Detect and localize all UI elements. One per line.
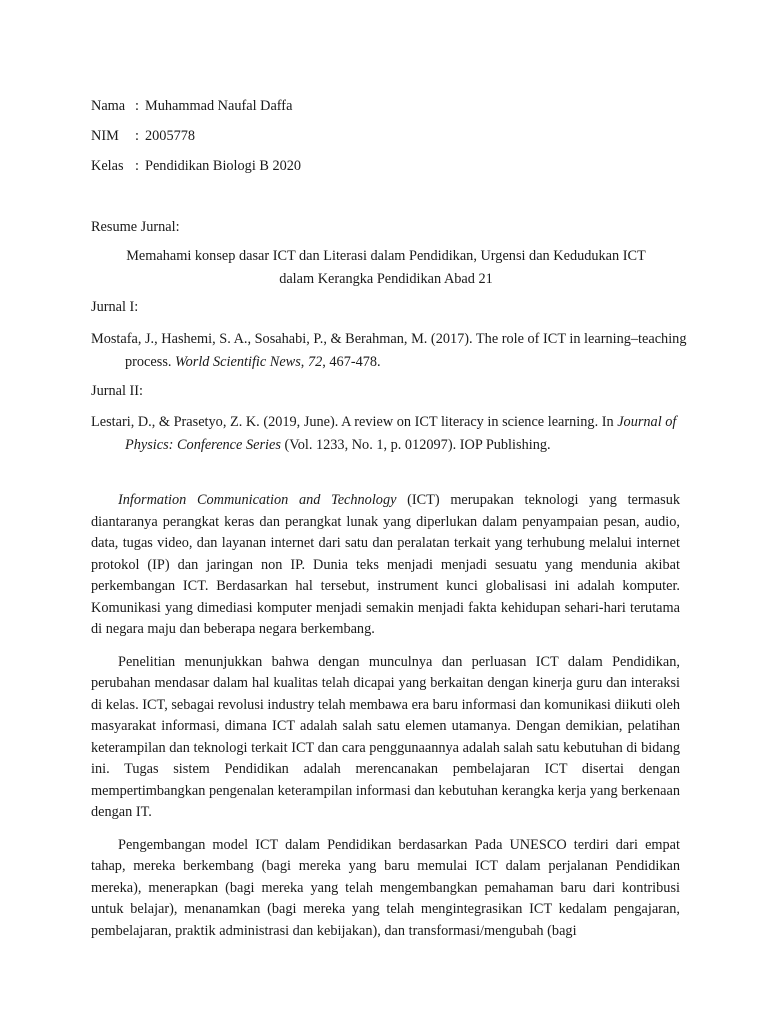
resume-body <box>91 490 680 953</box>
identity-separator: : <box>135 157 139 174</box>
identity-row-kelas <box>91 151 301 181</box>
reference-text: , <box>300 353 308 370</box>
paragraph-3: Pengembangan model ICT dalam Pendidikan berdasarkan Pada UNESCO terdiri dari empat tahap, mereka berkembang (bagi mereka yang baru memulai ICT dalam perjalanan Pendidikan mereka), menerapkan (bagi mereka yang telah mengembangkan pemahaman baru dari kontribusi untuk belajar), menanamkan (bagi mereka yang telah mengintegrasikan ICT kedalam pengajaran, pembelajaran, praktik administrasi dan kebijakan), dan transformasi/mengubah (bagi <box>91 836 680 939</box>
journal-2-reference <box>91 411 715 457</box>
journal-2-heading: Jurnal II: <box>91 383 144 399</box>
reference-text: (Vol. 1233, No. 1, p. 012097). IOP Publishing. <box>280 436 551 453</box>
student-identity <box>91 91 301 181</box>
identity-value: Muhammad Naufal Daffa <box>145 97 293 114</box>
reference-journal-name: Journal of Physics: Conference Series <box>125 414 677 453</box>
reference-text: Mostafa, J., Hashemi, S. A., Sosahabi, P., & Berahman, M. (2017). The role of ICT in learning–teaching process. <box>91 331 687 370</box>
reference-text: Lestari, D., & Prasetyo, Z. K. (2019, June). A review on ICT literacy in science learning. In <box>91 414 618 430</box>
identity-label: NIM <box>91 127 119 144</box>
paragraph-2: Penelitian menunjukkan bahwa dengan munculnya dan perluasan ICT dalam Pendidikan, perubahan mendasar dalam hal kualitas telah dicapai yang berkaitan dengan kinerja guru dan interaksi di kelas. ICT, sebagai revolusi industry telah membawa era baru informasi dan komunikasi diikuti oleh masyarakat informasi, dimana ICT adalah salah satu elemen utamanya. Dengan demikian, pelatihan keterampilan dan teknologi terkait ICT dan cara penggunaannya adalah salah satu kebutuhan di bidang ini. Tugas sistem Pendidikan adalah merencanakan pembelajaran ICT disertai dengan mempertimbangkan pengenalan keterampilan informasi dan kebutuhan kerangka kerja yang berkenaan dengan IT. <box>91 653 680 820</box>
identity-label: Kelas <box>91 157 124 174</box>
identity-separator: : <box>135 97 139 114</box>
journal-1-reference <box>91 328 715 374</box>
identity-value: Pendidikan Biologi B 2020 <box>145 157 302 174</box>
identity-separator: : <box>135 127 139 144</box>
title-line-1: Memahami konsep dasar ICT dan Literasi dalam Pendidikan, Urgensi dan Kedudukan ICT <box>126 248 646 264</box>
resume-title <box>91 245 681 291</box>
title-line-2: dalam Kerangka Pendidikan Abad 21 <box>279 270 493 287</box>
identity-row-nama <box>91 91 301 121</box>
journal-1-heading: Jurnal I: <box>91 299 139 315</box>
identity-value: 2005778 <box>145 127 196 144</box>
paragraph-text: (ICT) merupakan teknologi yang termasuk diantaranya perangkat keras dan perangkat lunak yang diperlukan dalam penyampaian pesan, audio, data, tugas video, dan layanan internet dari satu dan peralatan terkait yang terhubung melalui internet protokol (IP) dan jaringan non IP. Dunia teks menjadi menjadi sesuatu yang mendunia akibat perkembangan ICT. Berdasarkan hal tersebut, instrument kunci globalisasi ini adalah komputer. Komunikasi yang dimediasi komputer menjadi semakin menjadi fakta kehidupan sehari-hari terutama di negara maju dan beberapa negara berkembang. <box>91 492 680 637</box>
paragraph-1 <box>91 490 680 641</box>
identity-row-nim <box>91 121 301 151</box>
reference-volume: 72 <box>307 353 323 370</box>
identity-label: Nama <box>91 97 126 114</box>
paragraph-italic-term: Information Communication and Technology <box>118 492 397 508</box>
resume-heading: Resume Jurnal: <box>91 219 180 235</box>
reference-text: , 467-478. <box>322 353 381 370</box>
reference-journal-name: World Scientific News <box>175 353 301 370</box>
